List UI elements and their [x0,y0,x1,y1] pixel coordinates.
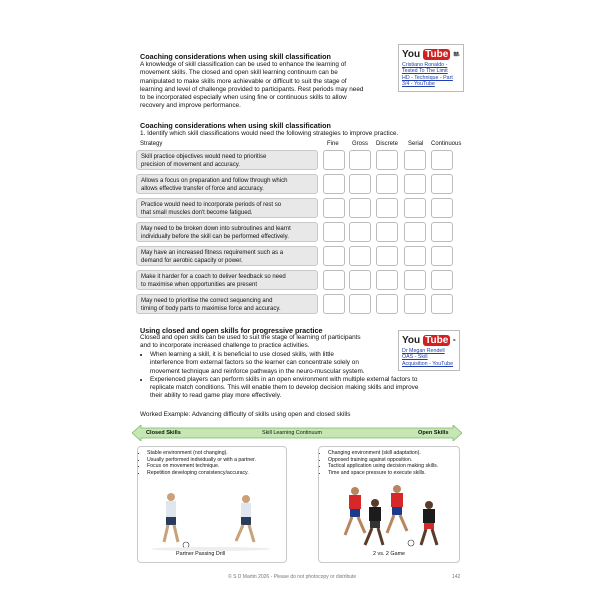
answer-cell-serial[interactable] [404,150,426,170]
section1-line: manipulated to make skills more achievable or difficult to suit the stage of [140,77,347,85]
open-skill-point: • Tactical application using decision making skills. [328,463,459,470]
intro-line: and to incorporate increased challenge to practice activities. [140,342,310,350]
continuum-middle-label: Skill Learning Continuum [262,430,322,436]
right-caption: 2 vs. 2 Game [373,551,406,557]
answer-cell-fine[interactable] [323,150,345,170]
strategy-text: precision of movement and accuracy. [141,162,240,168]
answer-cell-gross[interactable] [349,174,371,194]
answer-cell-gross[interactable] [349,270,371,290]
answer-cell-discrete[interactable] [376,198,398,218]
two-vs-two-game-image [325,483,453,551]
answer-cell-discrete[interactable] [376,222,398,242]
footer-page-number: 142 [452,574,461,580]
answer-cell-serial[interactable] [404,270,426,290]
strategy-text: to maximise when opportunities are present [141,282,258,288]
closed-skill-point: • Repetition developing consistency/accuracy. [147,470,286,477]
strategy-row [136,174,318,194]
section3-heading: Using closed and open skills for progressive practice [140,326,323,335]
youtube-logo-you: You [402,48,421,60]
answer-cell-fine[interactable] [323,246,345,266]
section1-line: movement skills. The closed and open skill learning continuum can be [140,69,338,77]
bullet-line: their ability to read game play more effectively. [150,392,282,400]
answer-cell-serial[interactable] [404,174,426,194]
youtube-logo [399,331,459,348]
section1-paragraph [140,61,395,111]
section1-line: to be incorporated especially when using fine or continuous skills to allow [140,94,347,102]
bullet-line: interference from external factors so the learner can concentrate solely on [150,359,359,367]
youtube-logo-tube: Tube [425,334,449,346]
youtube-video-card-1[interactable] [398,44,464,92]
open-skill-point: • Opposed training against opposition. [328,457,459,464]
strategy-row [136,198,318,218]
link-line: OAS - Skill [402,354,428,361]
section1-line: A knowledge of skill classification can be used to enhance the learning of [140,61,347,68]
answer-cell-fine[interactable] [323,294,345,314]
answer-cell-discrete[interactable] [376,174,398,194]
section2-instruction: 1. Identify which skill classifications would need the following strategies to improve practice. [140,130,399,137]
column-header-strategy: Strategy [140,141,163,147]
closed-skill-point: • Focus on movement technique. [147,463,286,470]
strategy-text: Make it harder for a coach to deliver feedback so need [141,274,286,280]
continuum-right-label: Open Skills [418,430,449,436]
answer-cell-serial[interactable] [404,294,426,314]
answer-cell-fine[interactable] [323,270,345,290]
left-caption: Partner Passing Drill [176,551,226,557]
answer-cell-discrete[interactable] [376,150,398,170]
section3-intro [140,334,400,351]
link-line: 3/4 - YouTube [402,81,435,88]
youtube-link-2[interactable] [399,348,459,370]
strategy-text: individually before the skill can be performed effectively. [141,234,289,240]
bullet-line: • Experienced players can perform skills in an open environment with multiple external factors to [150,375,418,383]
strategy-row [136,270,318,290]
strategy-row [136,246,318,266]
footer-copyright: © S D Martin 2026 - Please do not photocopy or distribute [228,574,357,580]
answer-cell-serial[interactable] [404,246,426,266]
worked-example-label: Worked Example: Advancing difficulty of skills using open and closed skills [140,411,351,418]
open-skill-point: • Changing environment (skill adaptation). [328,450,459,457]
strategy-text: Skill practice objectives would need to prioritise [141,154,267,160]
continuum-left-label: Closed Skills [146,430,181,436]
answer-cell-fine[interactable] [323,174,345,194]
answer-cell-continuous[interactable] [431,270,453,290]
answer-cell-gross[interactable] [349,198,371,218]
strategy-text: Practice would need to incorporate periods of rest so [141,202,282,208]
open-skill-point: • Time and space pressure to execute skills. [328,470,459,477]
column-header-continuous: Continuous [431,141,462,147]
bullet-line: • When learning a skill, it is beneficial to use closed skills, with little [150,351,334,358]
section1-heading: Coaching considerations when using skill classification [140,52,331,61]
column-header-serial: Serial [408,141,424,147]
answer-cell-gross[interactable] [349,222,371,242]
strategy-text: allows effective transfer of force and accuracy. [141,186,264,192]
youtube-logo-tube: Tube [425,48,449,60]
youtube-logo-you: You [402,334,421,346]
answer-cell-serial[interactable] [404,198,426,218]
column-header-discrete: Discrete [376,141,399,147]
strategy-text: Allows a focus on preparation and follow through which [141,178,288,184]
youtube-video-card-2[interactable] [398,330,460,371]
strategy-text: demand for aerobic capacity or power. [141,258,243,264]
answer-cell-continuous[interactable] [431,150,453,170]
answer-cell-continuous[interactable] [431,222,453,242]
partner-passing-drill-image [146,487,276,552]
column-header-fine: Fine [327,141,339,147]
strategy-row [136,294,318,314]
column-header-gross: Gross [352,141,369,147]
link-line: Cristiano Ronaldo - [402,62,448,68]
strategy-row [136,222,318,242]
answer-cell-continuous[interactable] [431,174,453,194]
answer-cell-fine[interactable] [323,222,345,242]
bullet-item [150,376,460,401]
strategy-text: May have an increased fitness requirement such as a [141,250,284,256]
section1-line: recovery and improve performance. [140,102,241,110]
film-camera-icon [453,47,460,61]
strategy-text: timing of body parts to maximise force and accuracy. [141,306,281,312]
strategy-row [136,150,318,170]
answer-cell-discrete[interactable] [376,294,398,314]
link-line: Acquisition - YouTube [402,360,454,367]
bullet-line: replicate match conditions. This will enable them to develop decision making skills and improve [150,384,419,392]
answer-cell-continuous[interactable] [431,246,453,266]
answer-cell-fine[interactable] [323,198,345,218]
bullet-line: movement technique and reinforce pathways in the neuro-muscular system. [150,367,365,375]
youtube-link-1[interactable] [399,62,463,91]
answer-cell-continuous[interactable] [431,294,453,314]
closed-skill-point: • Stable environment (not changing). [147,450,286,457]
answer-cell-gross[interactable] [349,294,371,314]
section1-line: learning and level of challenge provided to participants. Rest periods may need [140,85,364,93]
film-camera-icon [453,333,456,347]
closed-skill-point: • Usually performed individually or with a partner. [147,457,286,464]
link-line: Dr Megan Rendell [402,348,445,354]
strategy-text: that small muscles don't become fatigued. [141,210,253,216]
link-line: HD - Technique - Part [402,74,453,81]
answer-cell-discrete[interactable] [376,246,398,266]
answer-cell-continuous[interactable] [431,198,453,218]
answer-cell-discrete[interactable] [376,270,398,290]
section2-heading: Coaching considerations when using skill classification [140,121,331,130]
intro-line: Closed and open skills can be used to suit the stage of learning of participants [140,334,361,341]
closed-skills-box [137,446,287,563]
answer-cell-gross[interactable] [349,150,371,170]
strategy-text: May need to prioritise the correct sequencing and [141,298,273,304]
youtube-logo [399,45,463,62]
answer-cell-serial[interactable] [404,222,426,242]
answer-cell-gross[interactable] [349,246,371,266]
open-skills-box [318,446,460,563]
link-line: Tested To The Limit [402,68,448,75]
strategy-text: May need to be broken down into subroutines and learnt [141,226,291,232]
